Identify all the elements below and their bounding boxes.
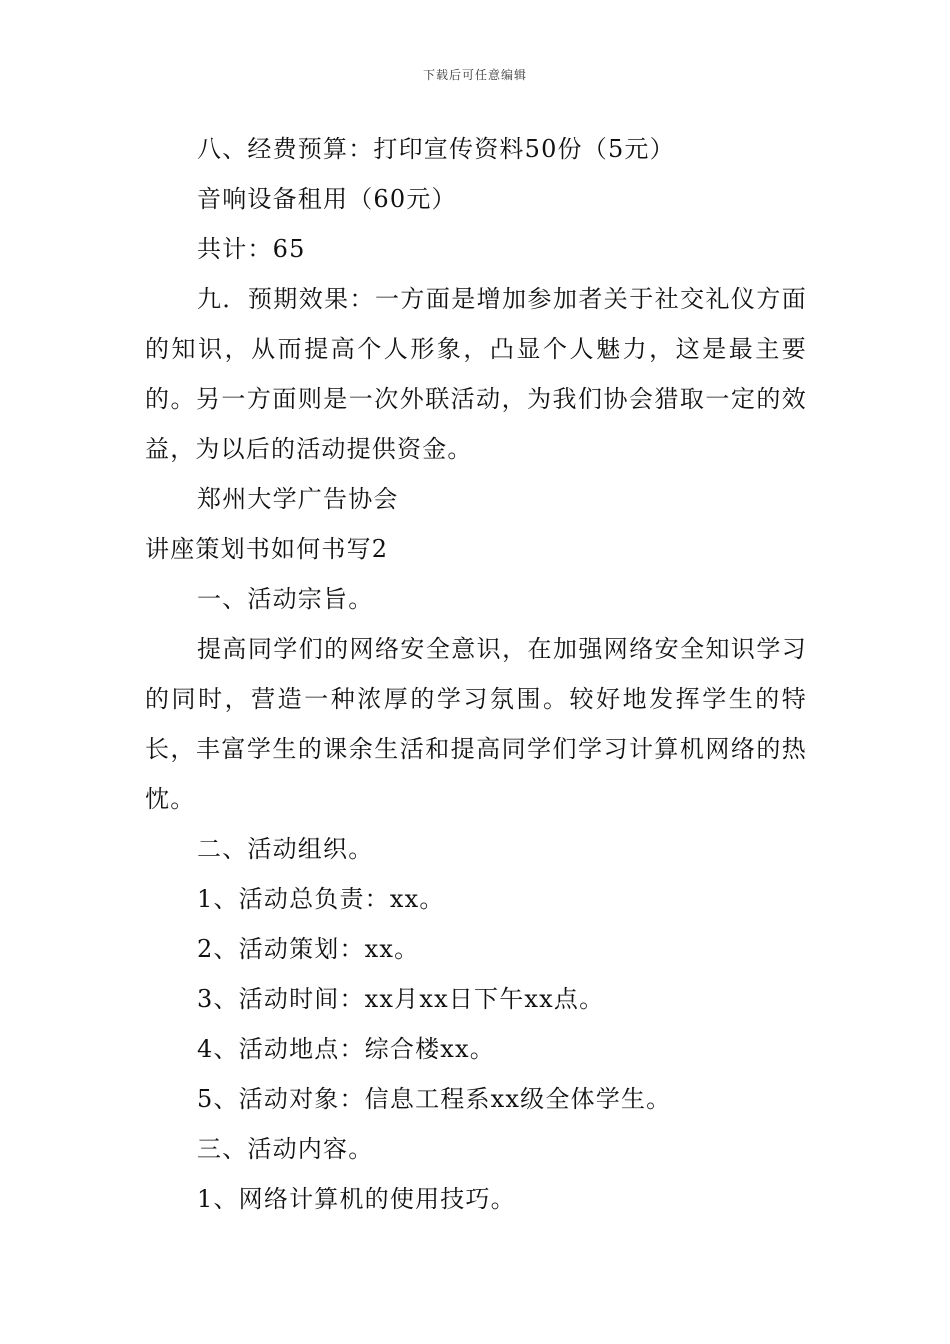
- purpose-paragraph: 提高同学们的网络安全意识，在加强网络安全知识学习的同时，营造一种浓厚的学习氛围。较好地发挥学生的特长，丰富学生的课余生活和提高同学们学习计算机网络的热忱。: [145, 635, 807, 813]
- list-item: 2、活动策划：xx。: [197, 935, 420, 963]
- expected-effect-paragraph: 九．预期效果：一方面是增加参加者关于社交礼仪方面的知识，从而提高个人形象，凸显个人魅力，这是最主要的。另一方面则是一次外联活动，为我们协会猎取一定的效益，为以后的活动提供资金。: [145, 285, 807, 463]
- list-item: 3、活动时间：xx月xx日下午xx点。: [197, 985, 605, 1013]
- document-body: [145, 124, 807, 1224]
- budget-total: 共计：65: [197, 235, 306, 263]
- budget-heading: 八、经费预算：打印宣传资料50份（5元）: [197, 135, 675, 163]
- list-item: 5、活动对象：信息工程系xx级全体学生。: [197, 1085, 672, 1113]
- content-heading: 三、活动内容。: [197, 1135, 374, 1163]
- organization-signature: 郑州大学广告协会: [197, 485, 399, 513]
- section-title: 讲座策划书如何书写2: [145, 535, 389, 563]
- organization-heading: 二、活动组织。: [197, 835, 374, 863]
- purpose-heading: 一、活动宗旨。: [197, 585, 374, 613]
- list-item: 4、活动地点：综合楼xx。: [197, 1035, 495, 1063]
- page-header: 下载后可任意编辑: [422, 68, 527, 82]
- list-item: 1、网络计算机的使用技巧。: [197, 1185, 516, 1213]
- list-item: 1、活动总负责：xx。: [197, 885, 445, 913]
- budget-item-audio: 音响设备租用（60元）: [197, 185, 457, 213]
